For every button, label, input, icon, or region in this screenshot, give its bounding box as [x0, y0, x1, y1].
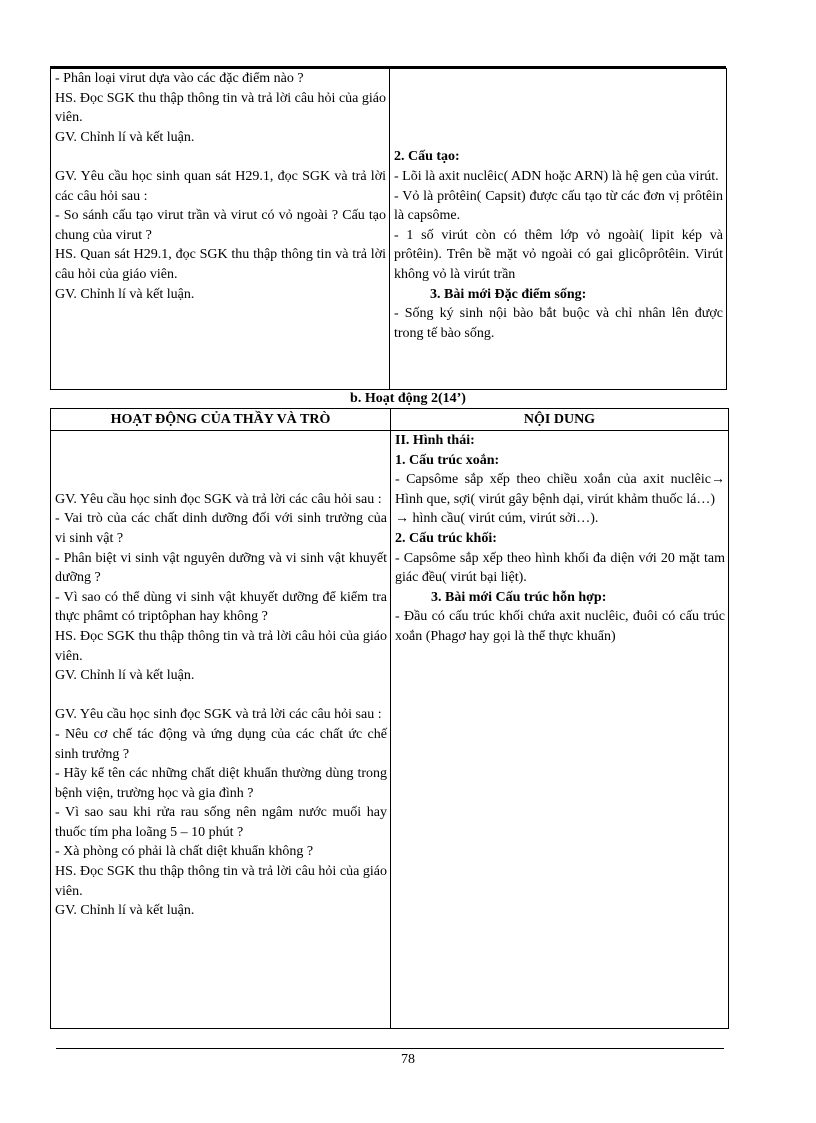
spacer	[55, 686, 387, 706]
heading-hinh-thai: II. Hình thái:	[395, 433, 475, 448]
paragraph: - Xà phòng có phải là chất diệt khuẩn không ?	[55, 844, 314, 860]
paragraph: - Hãy kể tên các những chất diệt khuẩn thường dùng trong bệnh viện, trường học và gia đình ?	[55, 766, 387, 801]
paragraph: HS. Đọc SGK thu thập thông tin và trả lời câu hỏi của giáo viên.	[55, 864, 387, 899]
top-right-cell	[390, 69, 727, 390]
paragraph: - Lõi là axit nuclêic( ADN hoặc ARN) là hệ gen của virút.	[394, 168, 719, 184]
paragraph: - 1 số virút còn có thêm lớp vỏ ngoài( lipit kép và prôtêin). Trên bề mặt vỏ ngoài có gai glicôprôtêin. Virút không vỏ là virút trần	[394, 227, 723, 282]
header-right: NỘI DUNG	[391, 409, 729, 431]
paragraph: GV. Chỉnh lí và kết luận.	[55, 903, 195, 919]
paragraph: GV. Chỉnh lí và kết luận.	[55, 129, 195, 145]
paragraph: GV. Yêu cầu học sinh đọc SGK và trả lời các câu hỏi sau :	[55, 707, 382, 723]
heading-dac-diem-song: 3. Bài mới Đặc điểm sống:	[430, 286, 587, 302]
paragraph: GV. Yêu cầu học sinh đọc SGK và trả lời các câu hỏi sau :	[55, 491, 382, 507]
heading-cau-truc-xoan: 1. Cấu trúc xoắn:	[395, 452, 500, 468]
paragraph: GV. Yêu cầu học sinh quan sát H29.1, đọc SGK và trả lời các câu hỏi sau :	[55, 168, 386, 204]
paragraph: - Nêu cơ chế tác động và ứng dụng của các chất ức chế sinh trưởng ?	[55, 726, 387, 762]
top-table	[50, 68, 727, 390]
paragraph: - Vai trò của các chất dinh dưỡng đối với sinh trưởng của vi sinh vật ?	[55, 511, 387, 546]
paragraph: - Vì sao có thể dùng vi sinh vật khuyết dưỡng để kiểm tra thực phâmt có triptôphan hay không ?	[55, 589, 387, 625]
paragraph: - Capsôme sắp xếp theo chiều xoắn của axit nuclêic→ Hình que, sợi( virút gây bệnh dại, virút khảm thuốc lá…)	[395, 472, 725, 507]
paragraph: - Phân loại virut dựa vào các đặc điểm nào ?	[55, 71, 304, 86]
heading-cau-truc-hon-hop: 3. Bài mới Cấu trúc hỗn hợp:	[431, 589, 607, 605]
paragraph: HS. Đọc SGK thu thập thông tin và trả lời câu hỏi của giáo viên.	[55, 628, 387, 664]
paragraph: - Vỏ là prôtêin( Capsit) được cấu tạo từ các đơn vị prôtêin là capsôme.	[394, 188, 723, 224]
section-title: b. Hoạt động 2(14’)	[350, 391, 466, 406]
paragraph: - Đầu có cấu trúc khối chứa axit nuclêic, đuôi có cấu trúc xoắn (Phagơ hay gọi là thể thực khuẩn)	[395, 609, 725, 644]
paragraph: - Vì sao sau khi rửa rau sống nên ngâm nước muối hay thuốc tím pha loãng 5 – 10 phút ?	[55, 805, 387, 840]
paragraph: HS. Quan sát H29.1, đọc SGK thu thập thông tin và trả lời câu hỏi của giáo viên.	[55, 247, 386, 282]
header-left: HOẠT ĐỘNG CỦA THẦY VÀ TRÒ	[51, 409, 391, 431]
paragraph: GV. Chỉnh lí và kết luận.	[55, 668, 195, 684]
bottom-right-cell	[391, 431, 729, 1029]
paragraph: GV. Chỉnh lí và kết luận.	[55, 286, 195, 302]
spacer	[55, 147, 386, 167]
footer-rule	[56, 1048, 724, 1049]
bottom-left-cell	[51, 431, 391, 1029]
heading-cau-truc-khoi: 2. Cấu trúc khối:	[395, 530, 497, 546]
paragraph: - Sống ký sinh nội bào bắt buộc và chỉ nhân lên được trong tế bào sống.	[394, 306, 723, 341]
top-left-cell	[51, 69, 390, 390]
paragraph: HS. Đọc SGK thu thập thông tin và trả lời câu hỏi của giáo viên.	[55, 90, 386, 126]
paragraph: - Capsôme sắp xếp theo hình khối đa diện với 20 mặt tam giác đều( virút bại liệt).	[395, 550, 725, 586]
page-number: 78	[401, 1052, 415, 1067]
paragraph: - Phân biệt vi sinh vật nguyên dưỡng và vi sinh vật khuyết dưỡng ?	[55, 550, 387, 586]
paragraph: → hình cầu( virút cúm, virút sởi…).	[395, 511, 599, 527]
paragraph: - So sánh cấu tạo virut trần và virut có vỏ ngoài ? Cấu tạo chung của virut ?	[55, 208, 386, 243]
bottom-table	[50, 408, 729, 1029]
heading-cau-tao: 2. Cấu tạo:	[394, 149, 460, 165]
